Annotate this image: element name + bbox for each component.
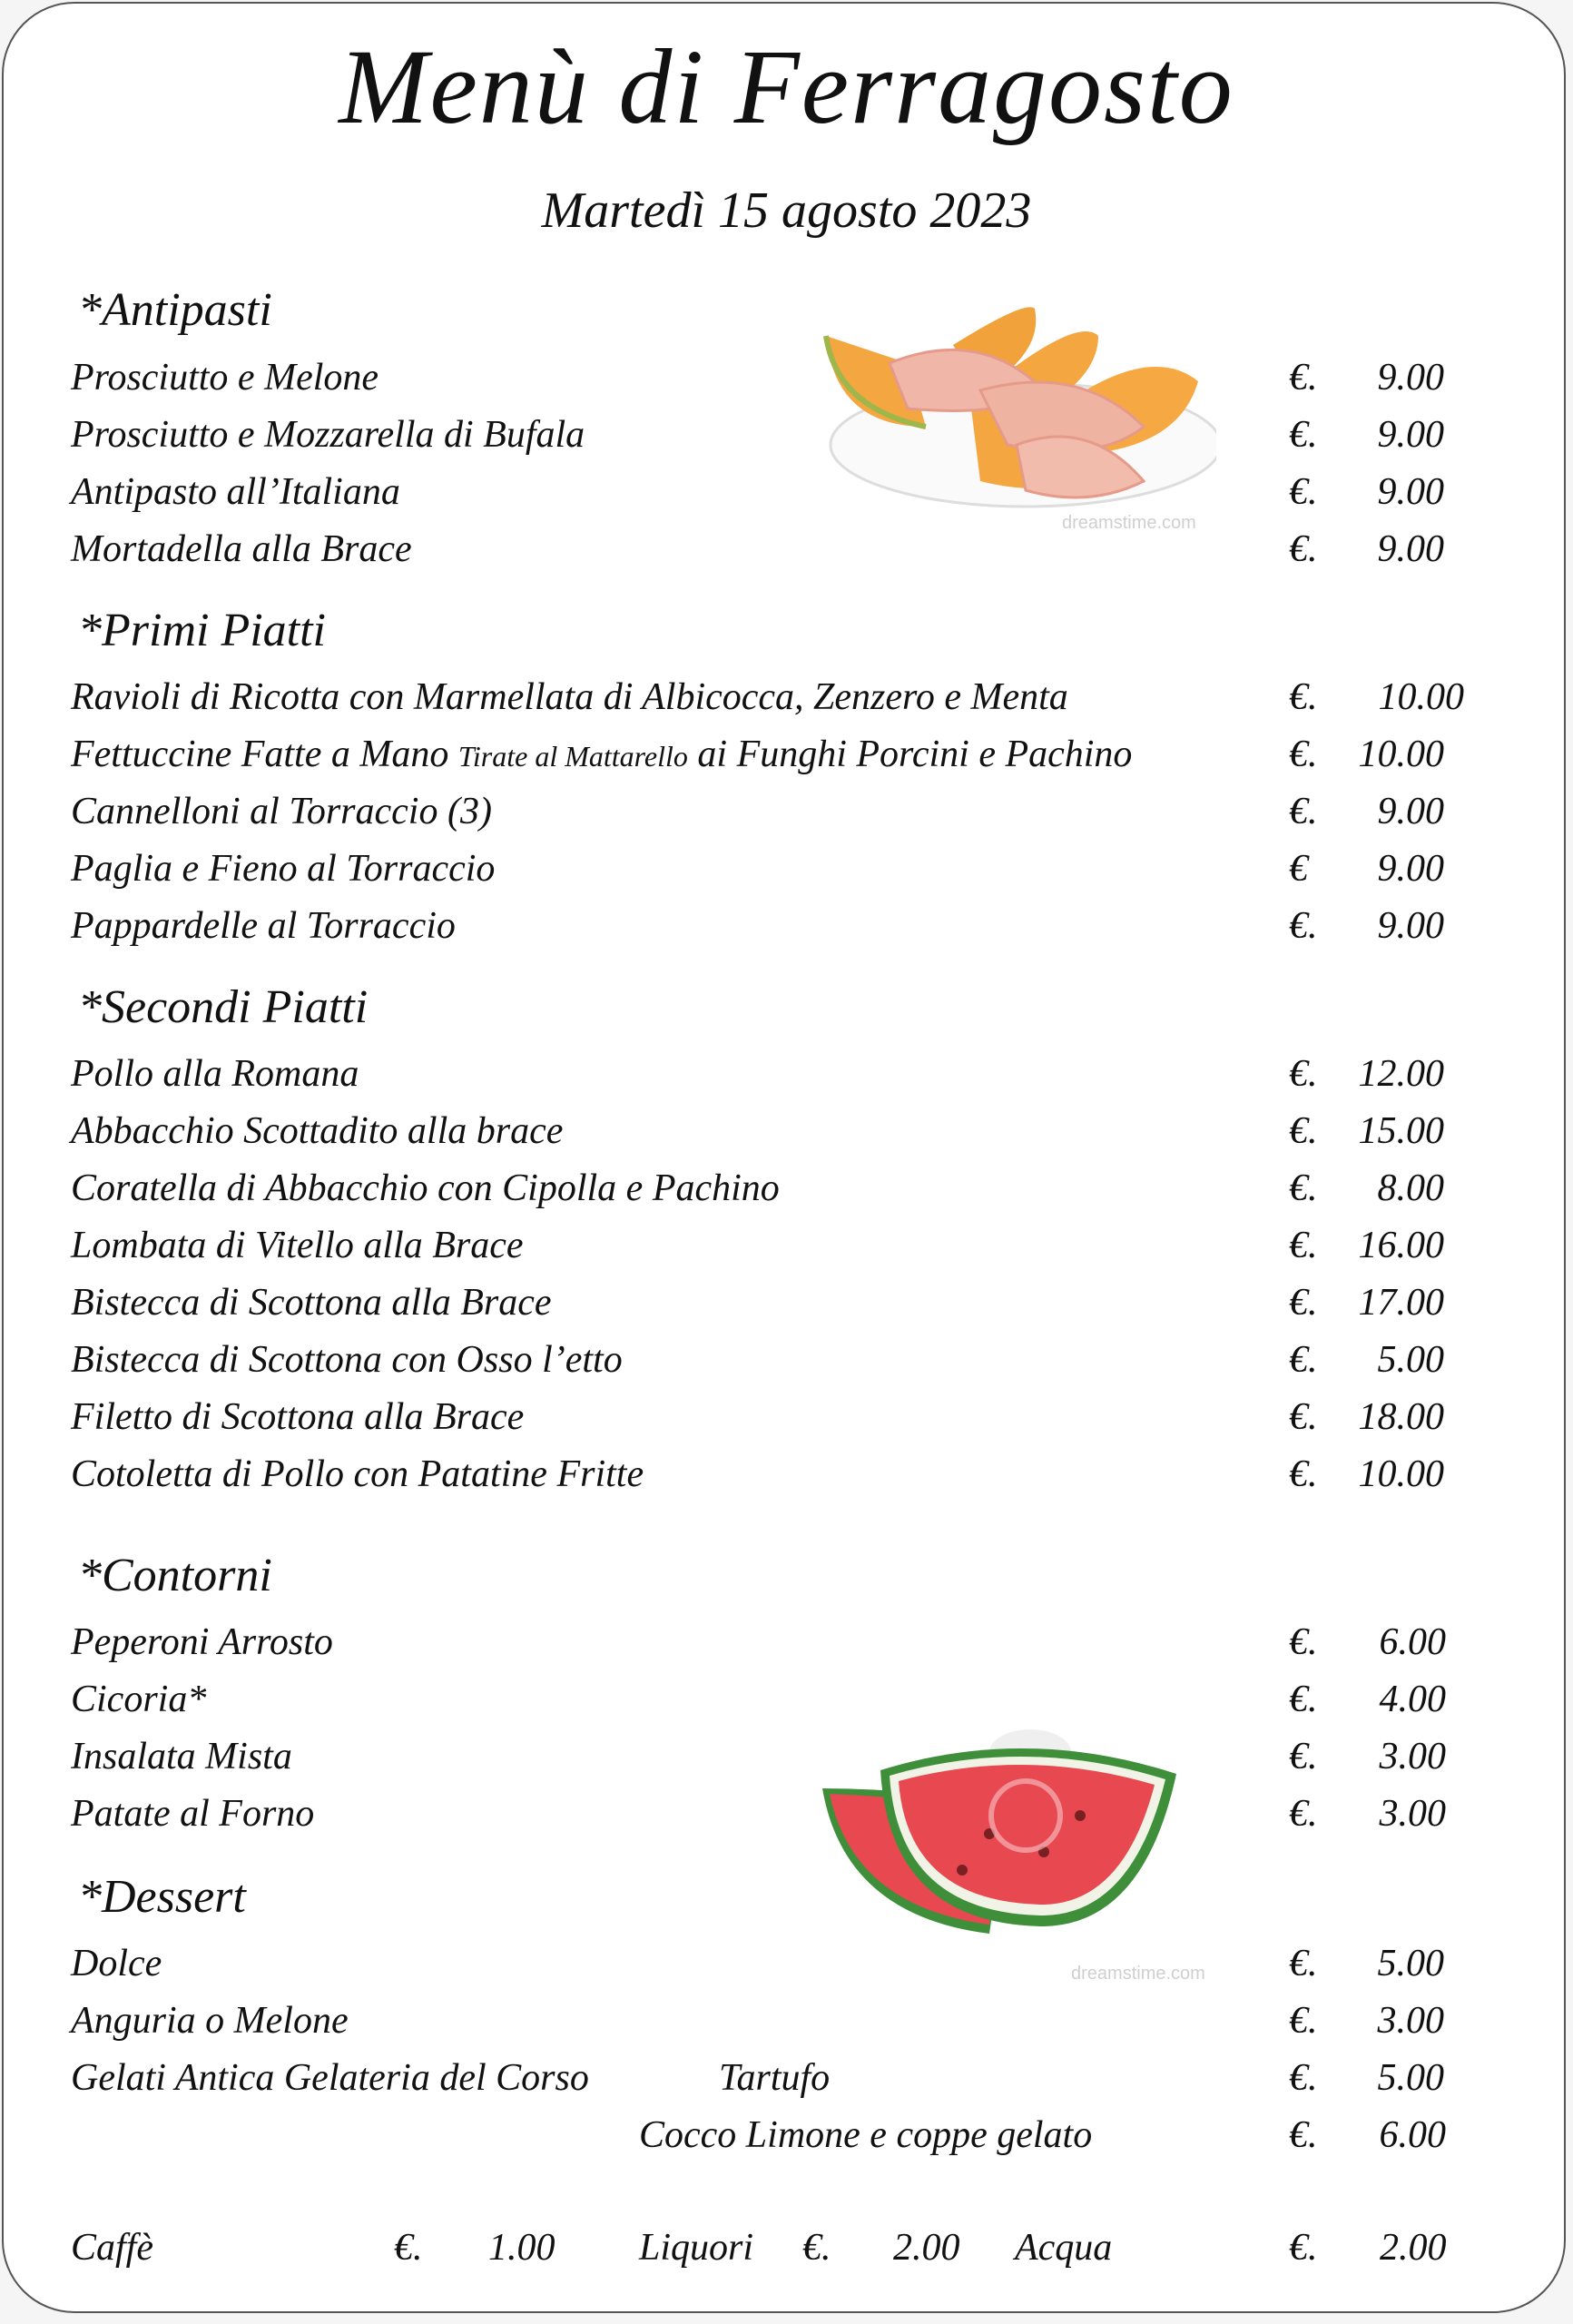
currency: €. xyxy=(1289,1793,1318,1835)
currency: €. xyxy=(1289,1943,1318,1984)
menu-item: Paglia e Fieno al Torraccio xyxy=(71,848,496,890)
footer-liquori-price: 2.00 xyxy=(893,2227,960,2269)
footer-liquori-currency: €. xyxy=(802,2227,831,2269)
menu-item: Prosciutto e Mozzarella di Bufala xyxy=(71,414,585,456)
watermark-text: dreamstime.com xyxy=(1062,513,1196,533)
menu-title: Menù di Ferragosto xyxy=(339,27,1234,146)
currency: €. xyxy=(1289,1736,1318,1777)
price: 16.00 xyxy=(1358,1225,1444,1266)
menu-item-name: Fettuccine Fatte a Mano xyxy=(71,734,449,775)
section-primi: *Primi Piatti xyxy=(78,605,326,656)
menu-item: Prosciutto e Melone xyxy=(71,357,379,399)
menu-item: Dolce xyxy=(71,1943,162,1984)
menu-item-note: Tirate al Mattarello xyxy=(457,740,688,773)
price: 8.00 xyxy=(1377,1167,1444,1209)
currency: €. xyxy=(1289,414,1318,456)
menu-item: Lombata di Vitello alla Brace xyxy=(71,1225,524,1266)
currency: €. xyxy=(1289,1282,1318,1324)
price: 10.00 xyxy=(1378,676,1464,718)
section-dessert: *Dessert xyxy=(78,1871,246,1923)
currency: €. xyxy=(1289,1621,1318,1663)
footer-liquori: Liquori xyxy=(639,2227,754,2269)
menu-item xyxy=(71,733,1132,776)
currency: €. xyxy=(1289,1339,1318,1381)
menu-item: Cotoletta di Pollo con Patatine Fritte xyxy=(71,1453,644,1495)
price: 17.00 xyxy=(1358,1282,1444,1324)
currency: €. xyxy=(1289,1453,1318,1495)
menu-item: Insalata Mista xyxy=(71,1736,292,1777)
currency: €. xyxy=(1289,2114,1318,2156)
menu-item-variant: Cocco Limone e coppe gelato xyxy=(639,2114,1093,2156)
price: 9.00 xyxy=(1377,848,1444,890)
price: 5.00 xyxy=(1377,2057,1444,2099)
menu-item: Cannelloni al Torraccio (3) xyxy=(71,791,492,832)
price: 9.00 xyxy=(1377,791,1444,832)
price: 3.00 xyxy=(1377,2000,1444,2042)
currency: €. xyxy=(1289,357,1318,399)
menu-item: Gelati Antica Gelateria del Corso xyxy=(71,2057,589,2099)
price: 9.00 xyxy=(1377,471,1444,513)
menu-item: Pollo alla Romana xyxy=(71,1053,359,1095)
prosciutto-melone-image xyxy=(799,290,1216,545)
menu-item: Mortadella alla Brace xyxy=(71,528,412,570)
menu-item: Bistecca di Scottona alla Brace xyxy=(71,1282,552,1324)
menu-item: Antipasto all’Italiana xyxy=(71,471,400,513)
section-antipasti: *Antipasti xyxy=(78,284,272,336)
watermelon-image xyxy=(808,1716,1207,1988)
currency: €. xyxy=(1289,1110,1318,1152)
menu-item: Peperoni Arrosto xyxy=(71,1621,333,1663)
price: 5.00 xyxy=(1377,1339,1444,1381)
price: 5.00 xyxy=(1377,1943,1444,1984)
price: 4.00 xyxy=(1379,1679,1446,1720)
footer-acqua: Acqua xyxy=(1015,2227,1113,2269)
menu-item-variant: Tartufo xyxy=(719,2057,831,2099)
menu-item-name-end: ai Funghi Porcini e Pachino xyxy=(697,734,1133,775)
currency: €. xyxy=(1289,2057,1318,2099)
price: 9.00 xyxy=(1377,357,1444,399)
menu-item: Patate al Forno xyxy=(71,1793,315,1835)
price: 6.00 xyxy=(1379,2114,1446,2156)
price: 9.00 xyxy=(1377,414,1444,456)
price: 10.00 xyxy=(1358,1453,1444,1495)
currency: €. xyxy=(1289,676,1318,718)
footer-caffe-price: 1.00 xyxy=(488,2227,555,2269)
menu-item: Coratella di Abbacchio con Cipolla e Pachino xyxy=(71,1167,780,1209)
price: 12.00 xyxy=(1358,1053,1444,1095)
menu-item: Cicoria* xyxy=(71,1679,207,1720)
currency: €. xyxy=(1289,1167,1318,1209)
currency: €. xyxy=(1289,1053,1318,1095)
footer-caffe-currency: €. xyxy=(394,2227,423,2269)
price: 9.00 xyxy=(1377,905,1444,947)
currency: €. xyxy=(1289,1396,1318,1438)
currency: € xyxy=(1289,848,1308,890)
menu-item: Ravioli di Ricotta con Marmellata di Albicocca, Zenzero e Menta xyxy=(71,676,1068,718)
price: 3.00 xyxy=(1379,1736,1446,1777)
currency: €. xyxy=(1289,734,1318,775)
menu-date: Martedì 15 agosto 2023 xyxy=(541,182,1032,239)
currency: €. xyxy=(1289,905,1318,947)
price: 6.00 xyxy=(1379,1621,1446,1663)
menu-item: Anguria o Melone xyxy=(71,2000,349,2042)
section-contorni: *Contorni xyxy=(78,1550,272,1601)
currency: €. xyxy=(1289,1679,1318,1720)
footer-acqua-price: 2.00 xyxy=(1380,2227,1447,2269)
price: 10.00 xyxy=(1358,734,1444,775)
price: 15.00 xyxy=(1358,1110,1444,1152)
price: 9.00 xyxy=(1377,528,1444,570)
price: 18.00 xyxy=(1358,1396,1444,1438)
footer-caffe: Caffè xyxy=(71,2227,153,2269)
menu-item: Abbacchio Scottadito alla brace xyxy=(71,1110,564,1152)
watermark-text: dreamstime.com xyxy=(1071,1964,1205,1984)
menu-item: Pappardelle al Torraccio xyxy=(71,905,456,947)
currency: €. xyxy=(1289,791,1318,832)
footer-acqua-currency: €. xyxy=(1289,2227,1318,2269)
currency: €. xyxy=(1289,1225,1318,1266)
price: 3.00 xyxy=(1379,1793,1446,1835)
currency: €. xyxy=(1289,528,1318,570)
menu-item: Bistecca di Scottona con Osso l’etto xyxy=(71,1339,623,1381)
menu-item: Filetto di Scottona alla Brace xyxy=(71,1396,525,1438)
section-secondi: *Secondi Piatti xyxy=(78,981,369,1033)
currency: €. xyxy=(1289,471,1318,513)
currency: €. xyxy=(1289,2000,1318,2042)
